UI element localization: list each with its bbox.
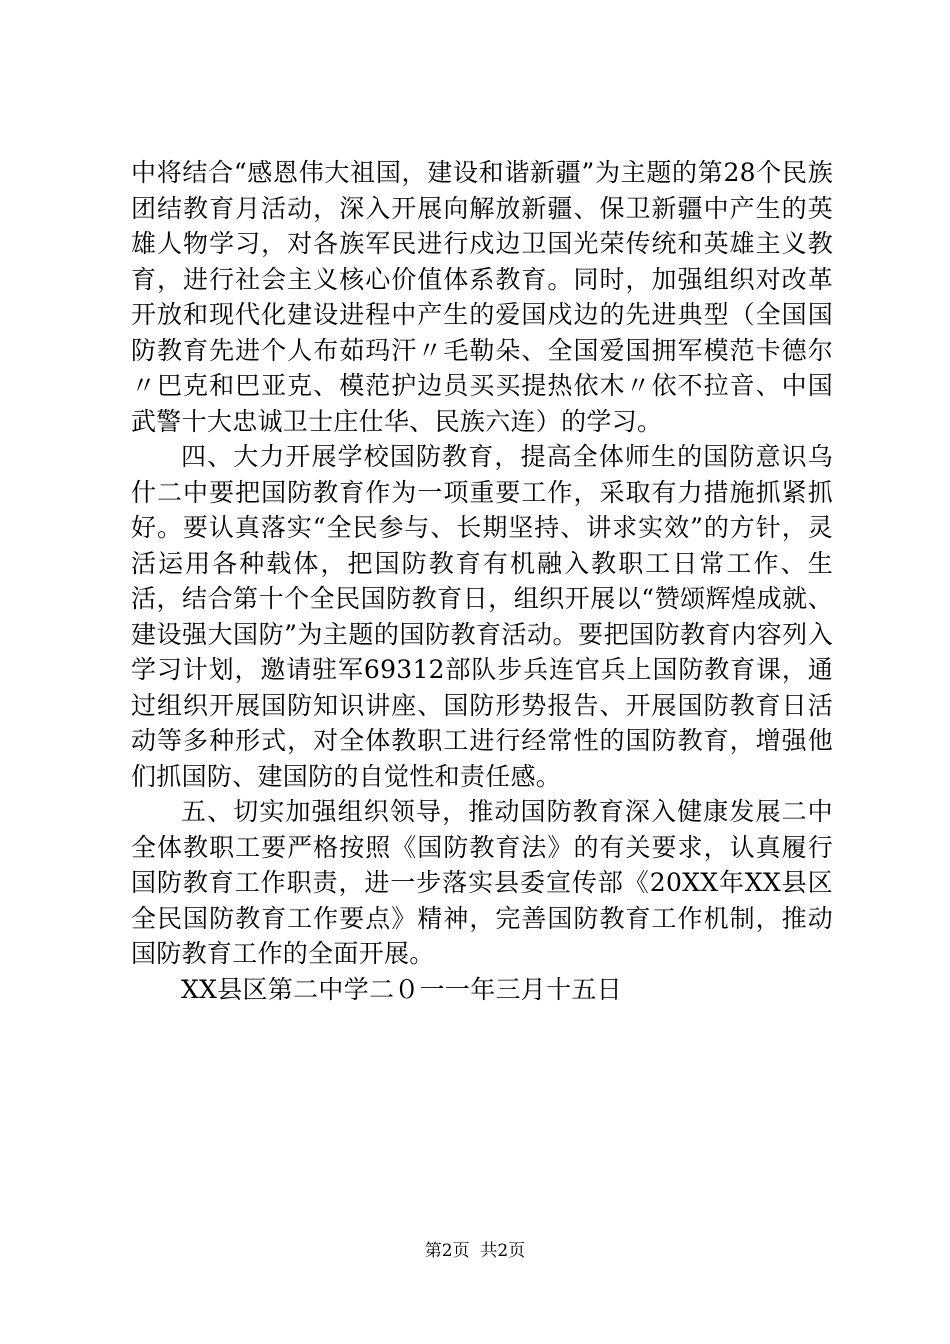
paragraph-section-four: 四、大力开展学校国防教育，提高全体师生的国防意识乌什二中要把国防教育作为一项重要工作，采取有力措施抓紧抓好。要认真落实“全民参与、长期坚持、讲求实效”的方针，灵活运用各种载体，把国防教育有机融入教职工日常工作、生活，结合第十个全民国防教育日，组织开展以“赞颂辉煌成就、建设强大国防”为主题的国防教育活动。要把国防教育内容列入学习计划，邀请驻军69312部队步兵连官兵上国防教育课，通过组织开展国防知识讲座、国防形势报告、开展国防教育日活动等多种形式，对全体教职工进行经常性的国防教育，增强他们抓国防、建国防的自觉性和责任感。 (131, 442, 833, 791)
page-number: 第2页 共2页 (424, 1241, 526, 1261)
page-footer (0, 1240, 950, 1262)
paragraph-section-five: 五、切实加强组织领导，推动国防教育深入健康发展二中全体教职工要严格按照《国防教育法》的有关要求，认真履行国防教育工作职责，进一步落实县委宣传部《20XX年XX县区全民国防教育工作要点》精神，完善国防教育工作机制，推动国防教育工作的全面开展。 (131, 797, 833, 968)
document-body (131, 155, 833, 1007)
paragraph-continuation: 中将结合“感恩伟大祖国，建设和谐新疆”为主题的第28个民族团结教育月活动，深入开展向解放新疆、保卫新疆中产生的英雄人物学习，对各族军民进行戍边卫国光荣传统和英雄主义教育，进行社会主义核心价值体系教育。同时，加强组织对改革开放和现代化建设进程中产生的爱国戍边的先进典型（全国国防教育先进个人布茹玛汗〃毛勒朵、全国爱国拥军模范卡德尔〃巴克和巴亚克、模范护边员买买提热依木〃依不拉音、中国武警十大忠诚卫士庄仕华、民族六连）的学习。 (131, 158, 833, 436)
signature-line: XX县区第二中学二０一一年三月十五日 (181, 974, 622, 1004)
